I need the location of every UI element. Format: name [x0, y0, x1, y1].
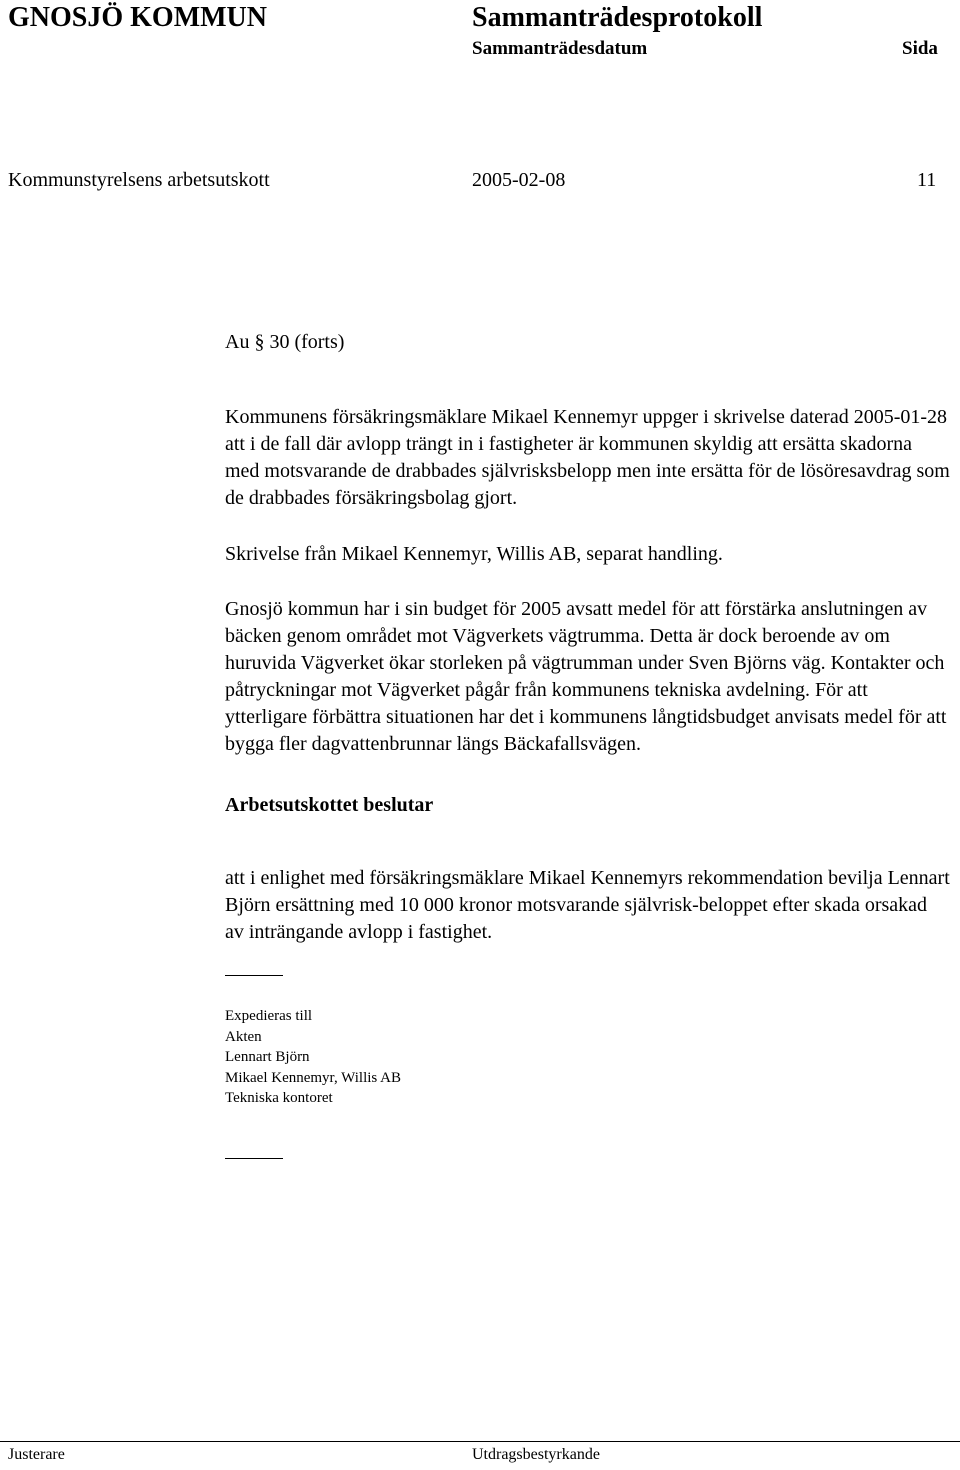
- meeting-date: 2005-02-08: [472, 169, 566, 191]
- separator-rule: [225, 1158, 283, 1159]
- organization-name: GNOSJÖ KOMMUN: [8, 2, 267, 33]
- decision-text: att i enlighet med försäkringsmäklare Mikael Kennemyrs rekommendation bevilja Lennart Björn ersättning med 10 000 kronor motsvarande självrisk-beloppet efter skada orsakad av inträngande avlopp i fastighet.: [225, 867, 950, 943]
- footer-justerare: Justerare: [8, 1446, 65, 1463]
- document-type: Sammanträdesprotokoll: [472, 2, 763, 33]
- page-number: 11: [917, 169, 937, 191]
- distribution-recipient: Mikael Kennemyr, Willis AB: [225, 1069, 402, 1086]
- distribution-heading: Expedieras till: [225, 1008, 313, 1024]
- body-paragraph-2: Skrivelse från Mikael Kennemyr, Willis AB, separat handling.: [225, 543, 723, 565]
- meeting-date-label: Sammanträdesdatum: [472, 38, 648, 59]
- distribution-recipient: Akten: [225, 1028, 262, 1045]
- separator-rule: [225, 975, 283, 976]
- body-paragraph-1: Kommunens försäkringsmäklare Mikael Kennemyr uppger i skrivelse daterad 2005-01-28 att i de fall där avlopp trängt in i fastigheter är kommunen skyldig att ersätta skadorna med motsvarande de drabbades självrisksbelopp men inte ersätta för de lösöresavdrag som de drabbades försäkringsbolag gjort.: [225, 406, 950, 509]
- committee-name: Kommunstyrelsens arbetsutskott: [8, 169, 270, 191]
- footer-utdragsbestyrkande: Utdragsbestyrkande: [472, 1446, 600, 1463]
- distribution-list: [225, 1006, 401, 1109]
- body-paragraph-3: Gnosjö kommun har i sin budget för 2005 avsatt medel för att förstärka anslutningen av bäcken genom området mot Vägverkets vägtrumma. Detta är dock beroende av om huruvida Vägverket ökar storleken på vägtrumman under Sven Björns väg. Kontakter och påtryckningar mot Vägverket pågår från kommunens tekniska avdelning. För att ytterligare förbättra situationen har det i kommunens långtidsbudget anvisats medel för att bygga fler dagvattenbrunnar längs Bäckafallsvägen.: [225, 598, 947, 755]
- decision-heading: Arbetsutskottet beslutar: [225, 794, 434, 816]
- distribution-recipient: Tekniska kontoret: [225, 1090, 333, 1106]
- page-label: Sida: [902, 38, 938, 59]
- footer-divider: [0, 1441, 960, 1442]
- section-title: Au § 30 (forts): [225, 331, 345, 353]
- distribution-recipient: Lennart Björn: [225, 1049, 310, 1065]
